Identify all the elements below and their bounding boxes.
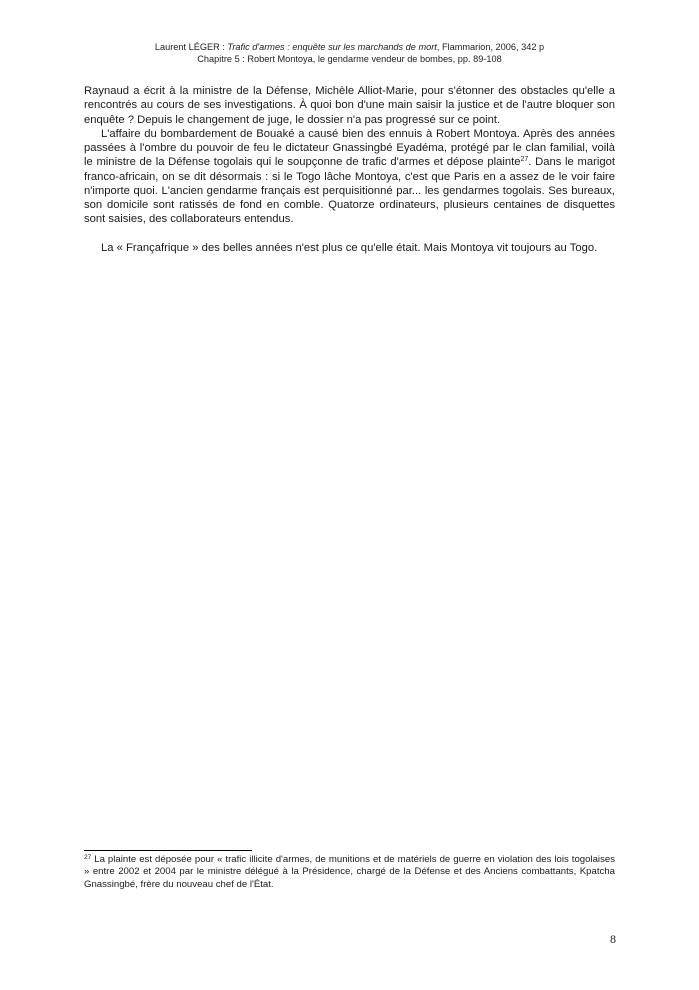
header-chapter: Chapitre 5 : Robert Montoya, le gendarme vendeur de bombes, pp. 89-108 <box>197 54 502 64</box>
paragraph-2-text-before-note: L'affaire du bombardement de Bouaké a causé bien des ennuis à Robert Montoya. Après des années passées à l'ombre du pouvoir de feu le dictateur Gnassingbé Eyadéma, protégé par le clan familial, voilà le ministre de la Défense togolais qui le soupçonne de trafic d'armes et dépose plainte <box>84 127 615 169</box>
header-book-title: Trafic d'armes : enquête sur les marchands de mort <box>227 42 437 52</box>
footnote-27 <box>84 854 615 891</box>
header-book-reference <box>84 41 615 53</box>
footnote-reference: 27 <box>520 156 529 164</box>
header-author: Laurent LÉGER : <box>154 42 228 52</box>
paragraph-2 <box>84 127 615 227</box>
paragraph-1: Raynaud a écrit à la ministre de la Défense, Michèle Alliot-Marie, pour s'étonner des obstacles qu'elle a rencontrés au cours de ses investigations. À quoi bon d'une main saisir la justice et de l'autre bloquer son enquête ? Depuis le changement de juge, le dossier n'a pas progressé sur ce point. <box>84 85 615 126</box>
paragraph-3: La « Françafrique » des belles années n'est plus ce qu'elle était. Mais Montoya vit toujours au Togo. <box>101 241 598 254</box>
header-publisher: , Flammarion, 2006, 342 p <box>436 42 545 52</box>
footnote-number: 27 <box>84 854 92 861</box>
paragraph-2-text-after-note: . Dans le marigot franco-africain, on se dit désormais : si le Togo lâche Montoya, c'est que Paris en a assez de le voir faire n'importe quoi. L'ancien gendarme français est perquisitionné par... les gendarmes togolais. Ses bureaux, son domicile sont ratissés de fond en comble. Quatorze ordinateurs, plusieurs centaines de disquettes sont saisies, des collaborateurs entendus. <box>84 156 615 226</box>
page-number: 8 <box>610 932 616 946</box>
main-text <box>84 84 615 255</box>
footnote-separator <box>84 850 252 851</box>
running-header <box>84 41 615 65</box>
footnote-text: La plainte est déposée pour « trafic illicite d'armes, de munitions et de matériels de guerre en violation des lois togolaises » entre 2002 et 2004 par le ministre délégué à la Présidence, chargé de la Défense et des Anciens combattants, Kpatcha Gnassingbé, frère du nouveau chef de l'État. <box>84 854 615 890</box>
